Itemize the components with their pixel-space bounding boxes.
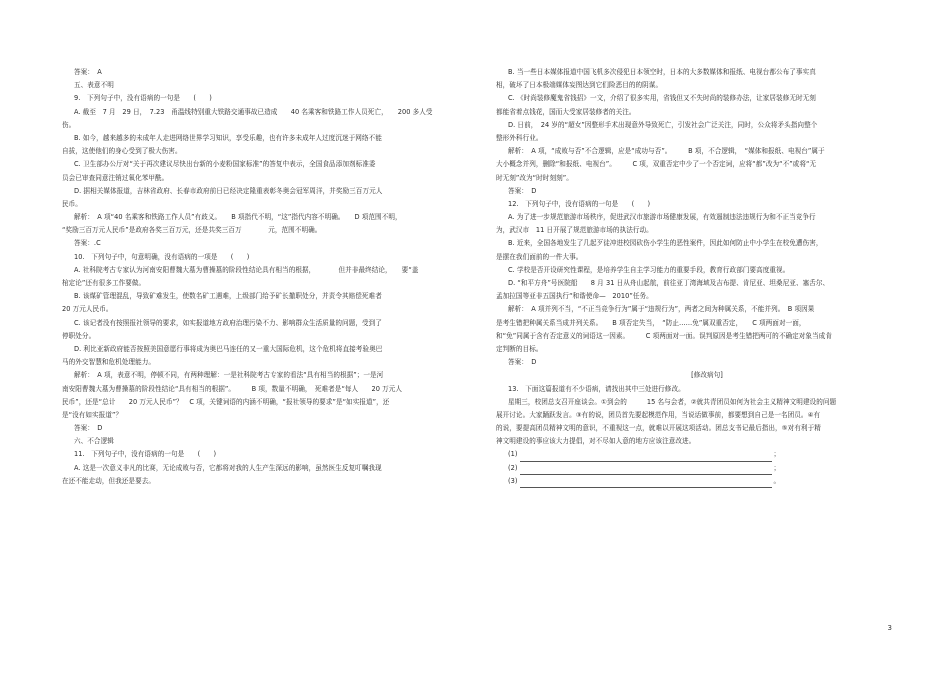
answer-blank-end: 。: [773, 476, 781, 485]
right-text-line: B. 近来，全国各地发生了几起歹徒冲进校园砍伤小学生的恶性案件，因此如何防止中小学生在校免遭伤害，: [508, 239, 823, 248]
right-text-line: [修改病句]: [691, 371, 723, 380]
left-text-line: C. 卫生部办公厅对“关于再次建议尽快出台新的小麦粉国家标准”的答复中表示，全国食品添加剂标准委: [74, 160, 376, 169]
left-text-line: 答案： D: [74, 424, 103, 433]
left-text-line: 答案： A: [74, 68, 102, 76]
answer-blank-label: (3): [508, 476, 518, 485]
right-text-line: D. 日前， 24 岁的“超女”因整形手术出现意外导致死亡，引发社会广泛关注，同时，公众将矛头指向整个: [508, 120, 818, 129]
left-text-line: 民币”，还是“总计 20 万元人民币”？ C 项，关键词语的内涵不明确，“报社领导的要求”是“如实报道”，还: [62, 397, 390, 406]
left-text-line: 自拔，这使他们的身心受到了极大伤害。: [62, 147, 182, 156]
left-text-line: 11. 下列句子中，没有语病的一句是 ( ): [74, 450, 217, 459]
answer-blank-field[interactable]: [520, 454, 772, 462]
right-text-line: 大小概念并列，删除“和报纸、电视台”。 C 项，双重否定中少了一个否定词，应将“都”改为“不”或将“无: [496, 160, 817, 169]
answer-blank-field[interactable]: [520, 467, 772, 475]
right-text-line: 是考生错把种属关系当成并列关系。 B 项否定失当， “防止……免”属双重否定， C 项两面对一面，: [496, 318, 806, 327]
right-text-line: C. 学校是否开设研究性课程，是培养学生自主学习能力的重要手段，教育行政部门要高度重视。: [508, 265, 790, 274]
left-text-line: “奖励三百万元人民币”是政府各奖三百万元，还是共奖三百万 元，范围不明确。: [62, 226, 322, 235]
right-text-line: 为，武汉市 11 日开展了规范旅游市场的执法行动。: [496, 226, 653, 235]
answer-blank-label: (2): [508, 463, 518, 472]
right-text-line: 相，破坏了日本极端媒体妄图达到它们险恶目的的阴谋。: [496, 81, 663, 90]
left-text-line: A. 社科院考古专家认为河南安阳曹魏大墓为曹操墓的阶段性结论具有相当的根据， 但并非最终结论， 要“盖: [74, 265, 419, 274]
left-text-line: 20 万元人民币。: [62, 305, 113, 314]
left-text-line: 9. 下列句子中，没有语病的一句是 ( ): [74, 94, 212, 103]
answer-blank-row: [496, 448, 906, 461]
left-text-line: A. 这是一次意义非凡的比赛，无论成败与否，它都将对我的人生产生深远的影响，虽然医生反复叮嘱我现: [74, 463, 382, 472]
left-text-line: A. 截至 7 月 29 日， 7.23 甬温线特别重大铁路交通事故已造成 40 名乘客和铁路工作人员死亡， 200 多人受: [74, 107, 433, 116]
left-text-line: 马的外交智慧和危机处理能力。: [62, 358, 156, 367]
right-text-line: 整形外科行业。: [496, 133, 543, 142]
left-text-line: C. 该记者没有按照报社领导的要求，如实报道地方政府治理污染不力、影响群众生活质量的问题，受到了: [74, 318, 382, 327]
left-text-line: 员会已审查同意注销过氧化苯甲酰。: [62, 173, 169, 182]
right-column: [496, 66, 906, 488]
left-text-line: 六、不合逻辑: [74, 437, 114, 446]
answer-blank-label: (1): [508, 450, 518, 459]
right-text-line: 解析： A 项，“成败与否”不合逻辑，应是“成功与否”。 B 项，不合逻辑， “媒体和报纸、电视台”属于: [508, 147, 825, 156]
right-text-line: 答案： D: [508, 186, 537, 195]
right-text-line: 的说，要提高团员精神文明的意识，不重视这一点，就难以开展这项活动。团总支书记最后指出，⑤对有利于精: [496, 424, 821, 433]
left-text-line: 五、表意不明: [74, 81, 114, 90]
page-number: 3: [887, 624, 892, 632]
right-text-line: 13. 下面这篇报道有不少语病，请找出其中三处进行修改。: [508, 384, 685, 393]
left-text-line: 棺定论”还有很多工作要做。: [62, 279, 146, 287]
right-text-line: 答案： D: [508, 358, 537, 367]
answer-blank-end: ；: [773, 450, 781, 459]
right-text-line: B. 当一些日本媒体报道中国飞机多次侵犯日本领空时，日本的大多数媒体和报纸、电视台都公布了事实真: [508, 68, 816, 76]
answer-blank-row: [496, 462, 906, 475]
right-text-line: C. 《时尚装修魔鬼省钱招》一文，介绍了很多实用，省钱但又不失时尚的装修办法，让家居装修无时无刻: [508, 94, 816, 103]
left-text-line: 是“没有如实报道”？: [62, 410, 123, 419]
left-text-line: B. 该煤矿管理混乱，导致矿难发生，使数名矿工遇难，上级部门给予矿长撤职处分，并责令其赔偿死难者: [74, 292, 382, 301]
left-text-line: 南安阳曹魏大墓为曹操墓的阶段性结论“具有相当的根据”。 B 项，数量不明确， 死难者是“每人 20 万元人: [62, 384, 403, 393]
right-text-line: D. “和平方舟”号医院船 8 月 31 日从舟山起航，前往亚丁湾海域及吉布提、肯尼亚、坦桑尼亚、塞舌尔、: [508, 279, 830, 287]
left-text-line: 答案：.C: [74, 239, 101, 248]
right-text-line: 神文明建设的事应该大力提倡，对不尽如人意的地方应该注意改进。: [496, 437, 696, 446]
left-text-line: D. 利比亚新政府能否按照美国意愿行事将成为奥巴马连任的又一重大国际危机，这个危机将直接考验奥巴: [74, 344, 383, 353]
right-text-line: 孟加拉国等亚非五国执行“和谐使命— 2010”任务。: [496, 292, 653, 301]
answer-blank-row: [496, 475, 906, 488]
answer-blank-field[interactable]: [520, 480, 772, 488]
right-text-line: A. 为了进一步规范旅游市场秩序，促进武汉市旅游市场健康发展，有效遏制违法违规行为和不正当竞争行: [508, 213, 816, 222]
left-text-line: 在还不能走动，但我还是要去。: [62, 476, 156, 485]
right-text-line: 展开讨论。大家踊跃发言。③有的说，团员首先要起模范作用，当说话做事前，都要想到自己是一名团员。④有: [496, 410, 821, 419]
left-text-line: 解析： A 项“40 名乘客和铁路工作人员”有歧义。 B 项指代不明，“这”指代内容不明确。 D 项范围不明，: [74, 213, 402, 222]
left-column: [62, 66, 472, 488]
right-text-line: 都能省着点钱花，国而大受家居装修者的关注。: [496, 107, 636, 116]
left-text-line: 伤。: [62, 120, 76, 129]
left-text-line: 民币。: [62, 199, 82, 208]
right-text-line: 时无刻”改为“时时刻刻”。: [496, 173, 573, 182]
right-text-line: 和“免”同属于含有否定意义的词语这一因素。 C 项两面对一面。误判原因是考生错把两可的不确定对象当成肯: [496, 331, 832, 340]
left-text-line: D. 据相关媒体报道，吉林省政府、长春市政府前日已经决定隆重表彰冬奥会冠军周洋，并奖励三百万元人: [74, 186, 383, 195]
left-text-line: 10. 下列句子中，句意明确，没有语病的一项是 ( ): [74, 252, 250, 261]
right-text-line: 定判断的目标。: [496, 344, 543, 353]
answer-blank-end: ；: [773, 463, 781, 472]
left-text-line: 解析： A 项，表意不明，停顿不同，有两种理解：一是社科院考古专家的看法“具有相当的根据”；一是河: [74, 371, 384, 380]
right-text-line: 是摆在我们面前的一件大事。: [496, 252, 583, 261]
left-text-line: 停职处分。: [62, 331, 96, 340]
right-text-line: 星期三，校团总支召开座谈会。①到会的 15 名与会者，②就共青团员如何为社会主义精神文明建设的问题: [508, 397, 837, 406]
right-text-line: 12. 下列句子中，没有语病的一句是 ( ): [508, 199, 651, 208]
right-text-line: 解析： A 项并列不当，“不正当竞争行为”属于“违规行为”，两者之间为种属关系，不能并列。 B 项因果: [508, 305, 815, 314]
left-text-line: B. 如今，越来越多的未成年人走进网络世界学习知识，享受乐趣，也有许多未成年人过度沉迷于网络不能: [74, 133, 382, 142]
